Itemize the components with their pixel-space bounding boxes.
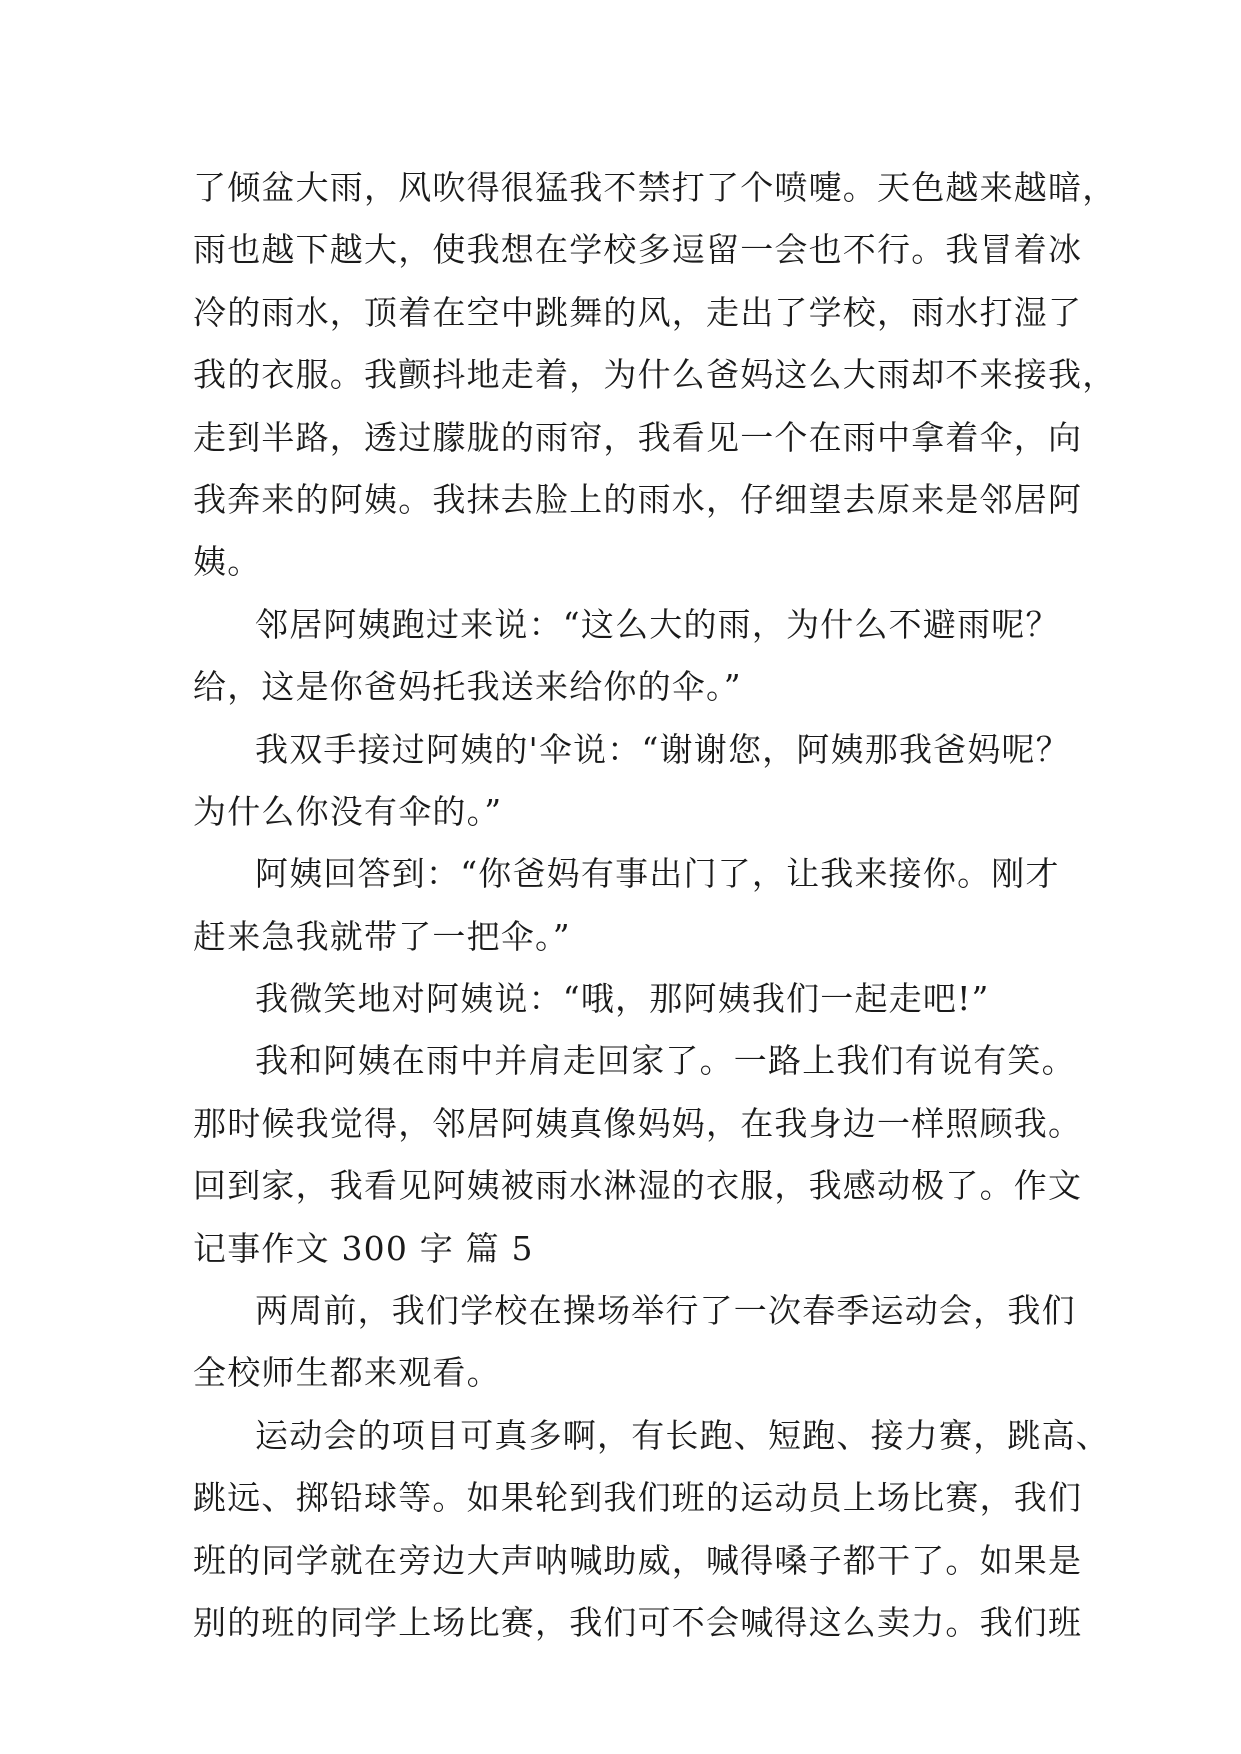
- text-line: 了倾盆大雨，风吹得很猛我不禁打了个喷嚏。天色越来越暗，: [193, 168, 1117, 207]
- text-line: 跳远、掷铅球等。如果轮到我们班的运动员上场比赛，我们: [193, 1478, 1083, 1518]
- text-line: 冷的雨水，顶着在空中跳舞的风，走出了学校，雨水打湿了: [193, 292, 1083, 332]
- section-heading-line: 记事作文 300 字 篇 5: [193, 1228, 534, 1268]
- text-line: 全校师生都来观看。: [193, 1353, 501, 1393]
- paragraph-start-line: 邻居阿姨跑过来说：“这么大的雨，为什么不避雨呢？: [255, 604, 1060, 644]
- paragraph-start-line: 我和阿姨在雨中并肩走回家了。一路上我们有说有笑。: [255, 1041, 1076, 1081]
- article-body: [193, 157, 1117, 1654]
- paragraph-start-line: 阿姨回答到：“你爸妈有事出门了，让我来接你。刚才: [255, 854, 1060, 894]
- paragraph-start-line: 我双手接过阿姨的'伞说：“谢谢您，阿姨那我爸妈呢？: [255, 729, 1070, 769]
- text-line: 班的同学就在旁边大声呐喊助威，喊得嗓子都干了。如果是: [193, 1540, 1083, 1580]
- paragraph-start-line: 运动会的项目可真多啊，有长跑、短跑、接力赛，跳高、: [255, 1415, 1110, 1455]
- text-line: 给，这是你爸妈托我送来给你的伞。”: [193, 667, 742, 707]
- text-line: 姨。: [193, 542, 262, 582]
- text-line: 为什么你没有伞的。”: [193, 791, 503, 831]
- text-line: 走到半路，透过朦胧的雨帘，我看见一个在雨中拿着伞，向: [193, 417, 1083, 457]
- text-line: 我奔来的阿姨。我抹去脸上的雨水，仔细望去原来是邻居阿: [193, 479, 1083, 519]
- paragraph-start-line: 两周前，我们学校在操场举行了一次春季运动会，我们: [255, 1291, 1076, 1331]
- text-line: 雨也越下越大，使我想在学校多逗留一会也不行。我冒着冰: [193, 230, 1083, 270]
- text-line: 那时候我觉得，邻居阿姨真像妈妈，在我身边一样照顾我。: [193, 1103, 1083, 1143]
- text-line: 赶来急我就带了一把伞。”: [193, 916, 571, 956]
- text-line: 我的衣服。我颤抖地走着，为什么爸妈这么大雨却不来接我，: [193, 355, 1117, 395]
- paragraph-start-line: 我微笑地对阿姨说：“哦，那阿姨我们一起走吧!”: [255, 979, 990, 1019]
- text-line: 别的班的同学上场比赛，我们可不会喊得这么卖力。我们班: [193, 1602, 1083, 1642]
- text-line: 回到家，我看见阿姨被雨水淋湿的衣服，我感动极了。作文: [193, 1166, 1083, 1206]
